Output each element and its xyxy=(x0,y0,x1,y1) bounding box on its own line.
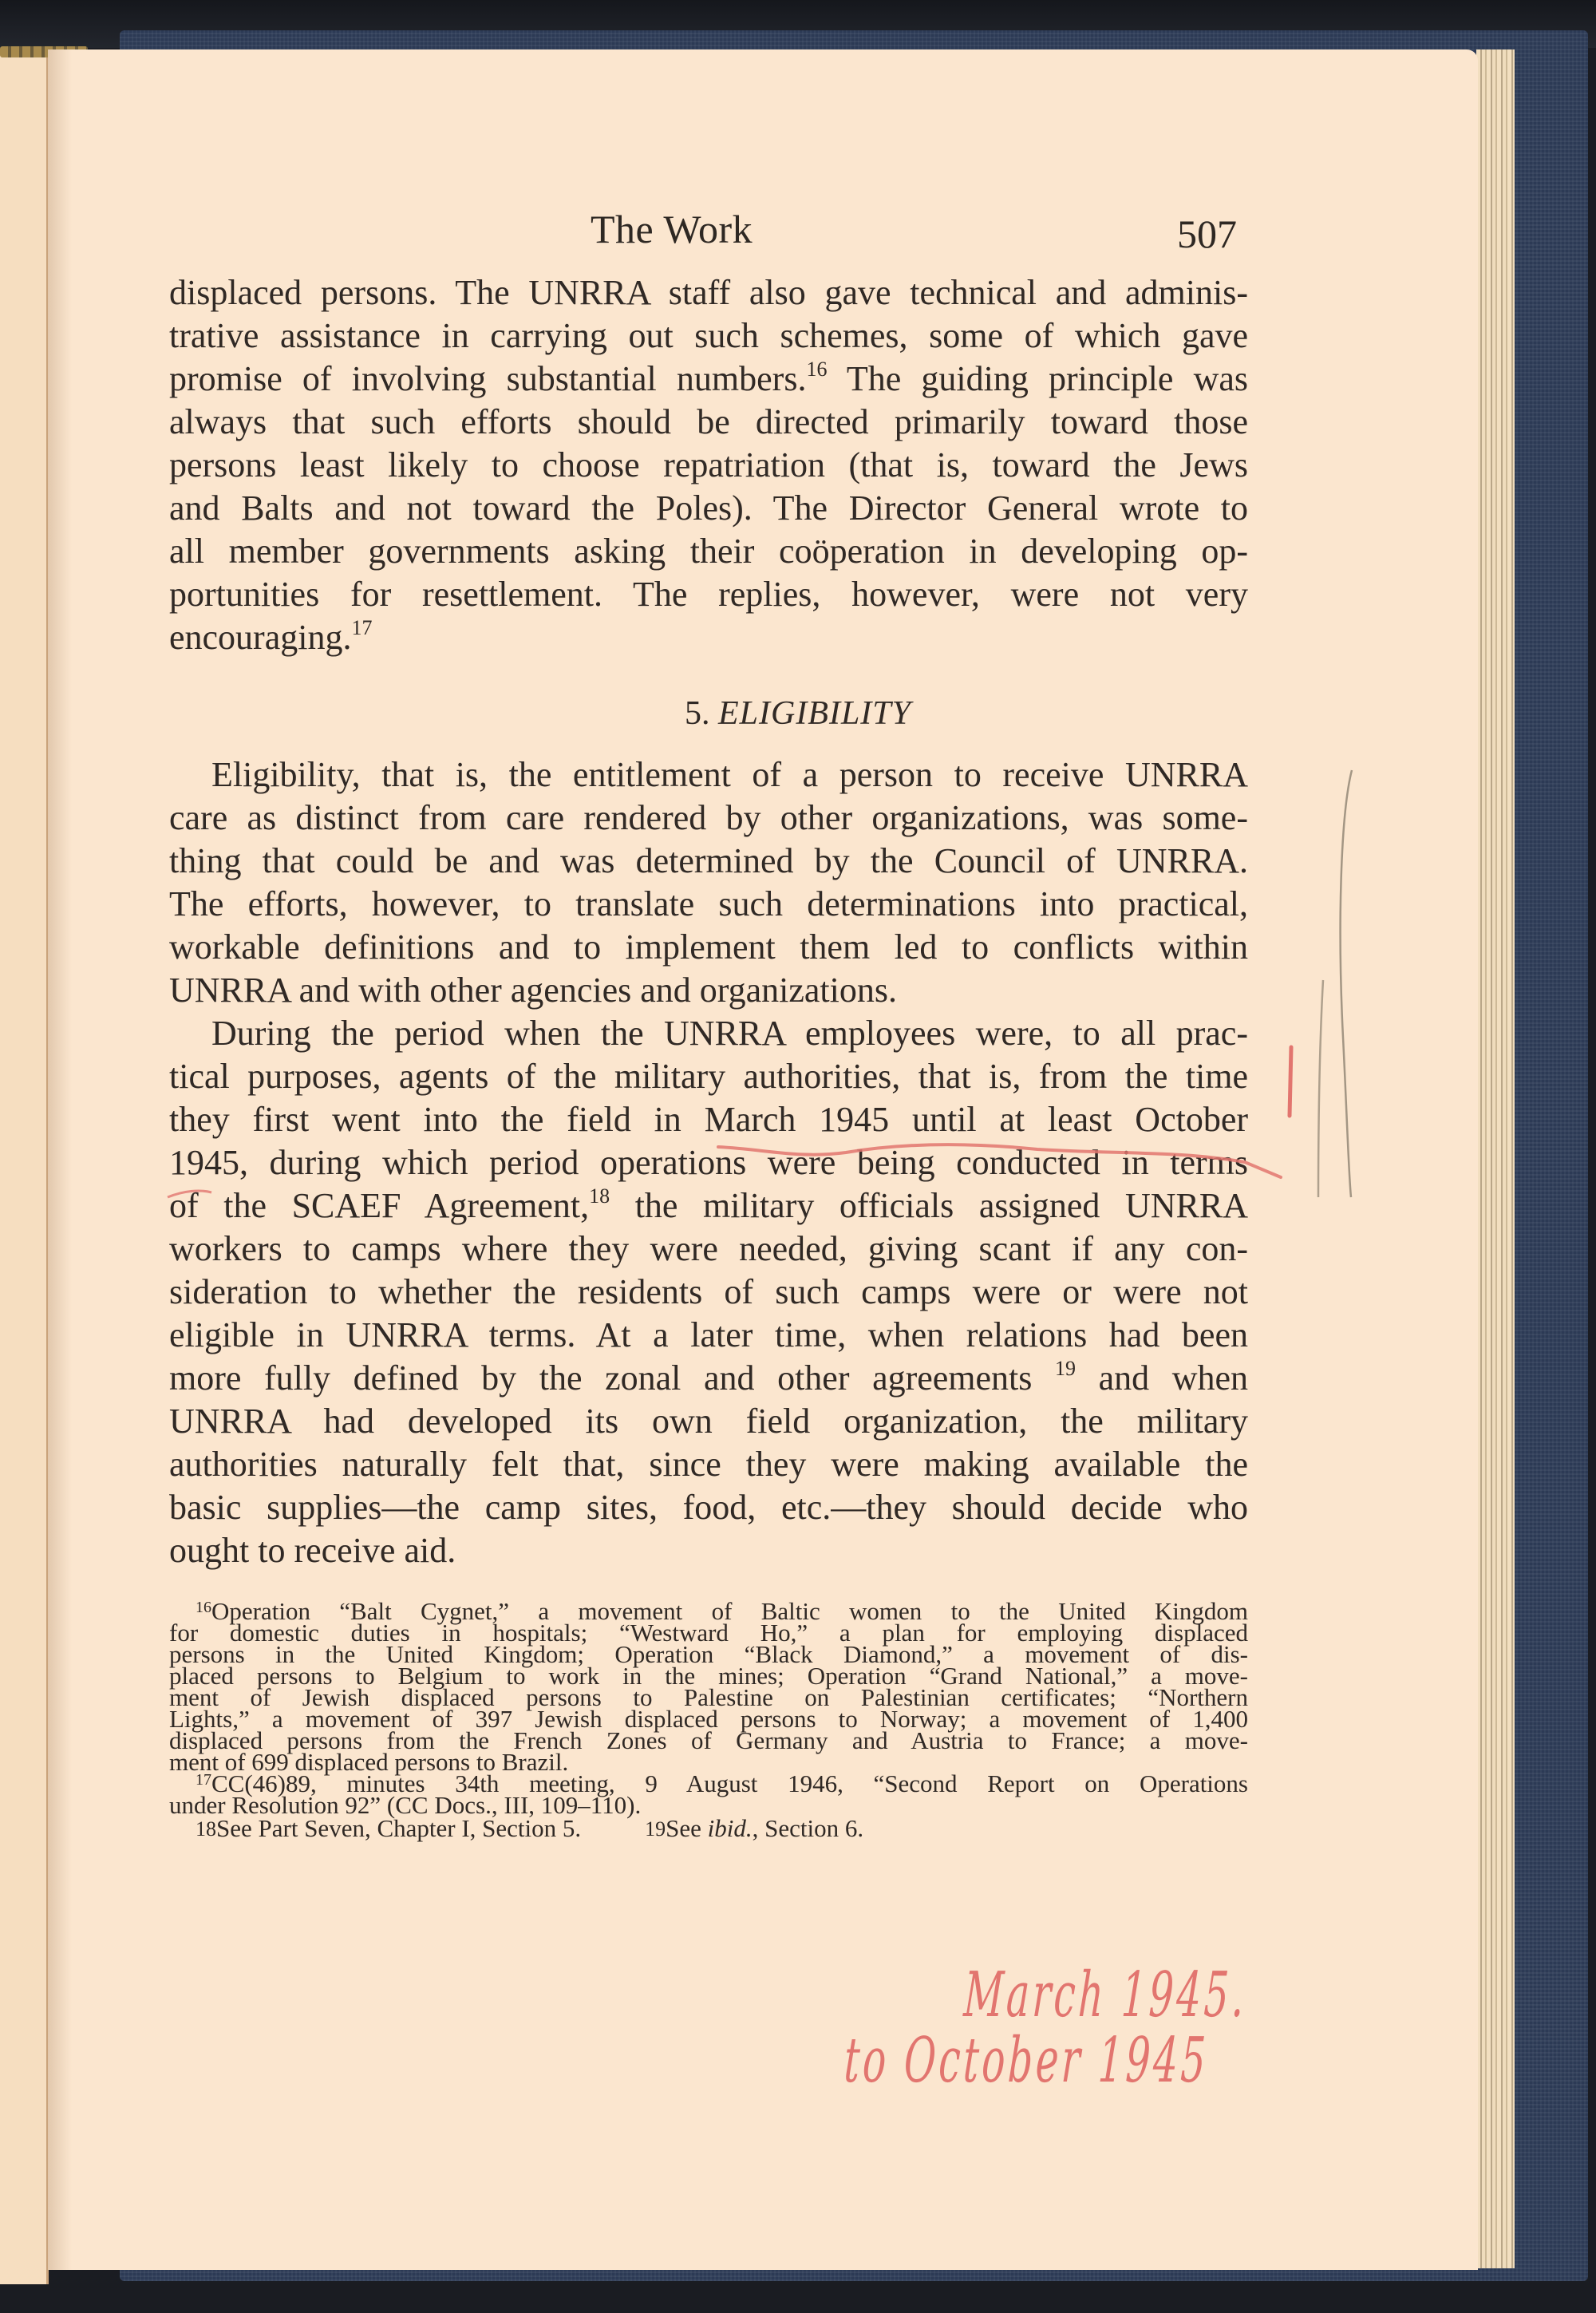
text-line: thing that could be and was determined by the Council of UNRRA. xyxy=(169,841,1248,880)
text-span: encouraging. xyxy=(169,618,352,657)
handwritten-line-2: to October 1945 xyxy=(843,2025,1211,2097)
footnote-ref-19[interactable]: 19 xyxy=(1055,1357,1076,1380)
text-span: more fully defined by the zonal and other agreements xyxy=(169,1358,1033,1398)
text-line: care as distinct from care rendered by other organizations, was some- xyxy=(169,798,1248,837)
text-line: authorities naturally felt that, since they were making available the xyxy=(169,1445,1248,1484)
text-line: workers to camps where they were needed, giving scant if any con- xyxy=(169,1229,1248,1268)
text-line: displaced persons. The UNRRA staff also gave technical and adminis- xyxy=(169,273,1248,312)
footnote-16-line: Lights,” a movement of 397 Jewish displaced persons to Norway; a movement of 1,400 xyxy=(169,1705,1248,1733)
underlined-date-range: March 1945 until at least October xyxy=(704,1100,1249,1139)
text-line: eligible in UNRRA terms. At a later time, when relations had been xyxy=(169,1315,1248,1354)
text-line: all member governments asking their coöperation in developing op- xyxy=(169,532,1248,571)
footnote-17-line: under Resolution 92” (CC Docs., III, 109–110). xyxy=(169,1791,642,1819)
footnote-19-ibid: ibid. xyxy=(707,1814,753,1842)
footnote-marker-19: 19 xyxy=(645,1817,666,1841)
text-span: they first went into the field in xyxy=(169,1100,681,1139)
text-span: The guiding principle was xyxy=(846,359,1248,398)
text-line: sideration to whether the residents of such camps were or were not xyxy=(169,1272,1248,1311)
section-number: 5. xyxy=(684,695,710,732)
footnote-16-line: ment of 699 displaced persons to Brazil. xyxy=(169,1748,569,1776)
footnote-16-line: for domestic duties in hospitals; “Westward Ho,” a plan for employing displaced xyxy=(169,1619,1248,1647)
footnote-ref-17[interactable]: 17 xyxy=(351,616,373,639)
text-line xyxy=(169,358,1248,401)
text-line: ought to receive aid. xyxy=(169,1531,456,1570)
footnote-marker-16: 16 xyxy=(196,1599,211,1616)
text-span: the military officials assigned UNRRA xyxy=(610,1186,1248,1225)
text-line: persons least likely to choose repatriation (that is, toward the Jews xyxy=(169,445,1248,484)
footnote-16-line: ment of Jewish displaced persons to Palestine on Palestinian certificates; “Northern xyxy=(169,1683,1248,1711)
text-span: CC(46)89, minutes 34th meeting, 9 August 1946, “Second Report on Operations xyxy=(211,1769,1248,1797)
footnote-19-text: See xyxy=(666,1814,708,1842)
footnote-ref-18[interactable]: 18 xyxy=(589,1184,610,1208)
text-span: Operation “Balt Cygnet,” a movement of Baltic women to the United Kingdom xyxy=(211,1597,1248,1625)
text-line: UNRRA had developed its own field organization, the military xyxy=(169,1402,1248,1441)
facing-page-edge xyxy=(0,49,49,2284)
text-span: and when xyxy=(1076,1358,1248,1398)
text-line: always that such efforts should be directed primarily toward those xyxy=(169,402,1248,441)
text-line xyxy=(169,1357,1248,1400)
text-line: UNRRA and with other agencies and organizations. xyxy=(169,971,897,1010)
page-number: 507 xyxy=(1177,212,1237,256)
text-line: The efforts, however, to translate such determinations into practical, xyxy=(169,884,1248,923)
text-line xyxy=(169,616,1248,659)
text-line: Eligibility, that is, the entitlement of a person to receive UNRRA xyxy=(211,755,1248,794)
text-line: tical purposes, agents of the military authorities, that is, from the time xyxy=(169,1057,1248,1096)
text-line: During the period when the UNRRA employees were, to all prac- xyxy=(211,1014,1248,1053)
running-head-title: The Work xyxy=(591,207,753,251)
section-title: ELIGIBILITY xyxy=(717,695,912,732)
text-line: workable definitions and to implement them led to conflicts within xyxy=(169,927,1248,967)
text-line xyxy=(169,1184,1248,1228)
footnotes-18-19 xyxy=(196,1814,864,1842)
footnote-marker-17: 17 xyxy=(196,1771,211,1789)
text-line: trative assistance in carrying out such schemes, some of which gave xyxy=(169,316,1248,355)
section-heading xyxy=(0,694,1596,733)
gutter-shadow xyxy=(48,49,72,2270)
footnote-16-line: displaced persons from the French Zones of Germany and Austria to France; a move- xyxy=(169,1726,1248,1754)
text-line: basic supplies—the camp sites, food, etc.—they should decide who xyxy=(169,1488,1248,1527)
page-edges xyxy=(1476,49,1515,2268)
underlined-year: 1945 xyxy=(169,1143,239,1182)
text-span: , during which period operations were being conducted in terms xyxy=(239,1143,1248,1182)
handwritten-note xyxy=(806,1959,1253,2135)
text-line: portunities for resettlement. The replies, however, were not very xyxy=(169,575,1248,614)
footnote-16-line: placed persons to Belgium to work in the mines; Operation “Grand National,” a move- xyxy=(169,1662,1248,1690)
footnote-16-line: persons in the United Kingdom; Operation “Black Diamond,” a movement of dis- xyxy=(169,1640,1248,1668)
footnote-18-text: See Part Seven, Chapter I, Section 5. xyxy=(216,1814,582,1842)
text-span: promise of involving substantial numbers. xyxy=(169,359,807,398)
text-line xyxy=(169,1098,1248,1141)
footnote-19-text-end: , Section 6. xyxy=(752,1814,864,1842)
footnote-marker-18: 18 xyxy=(196,1817,216,1841)
text-line xyxy=(169,1141,1248,1184)
text-span: of the SCAEF Agreement, xyxy=(169,1186,590,1225)
footnote-ref-16[interactable]: 16 xyxy=(806,358,828,381)
running-head xyxy=(0,206,1596,254)
text-line: and Balts and not toward the Poles). The Director General wrote to xyxy=(169,488,1248,528)
handwritten-line-1: March 1945. xyxy=(962,1959,1249,2031)
